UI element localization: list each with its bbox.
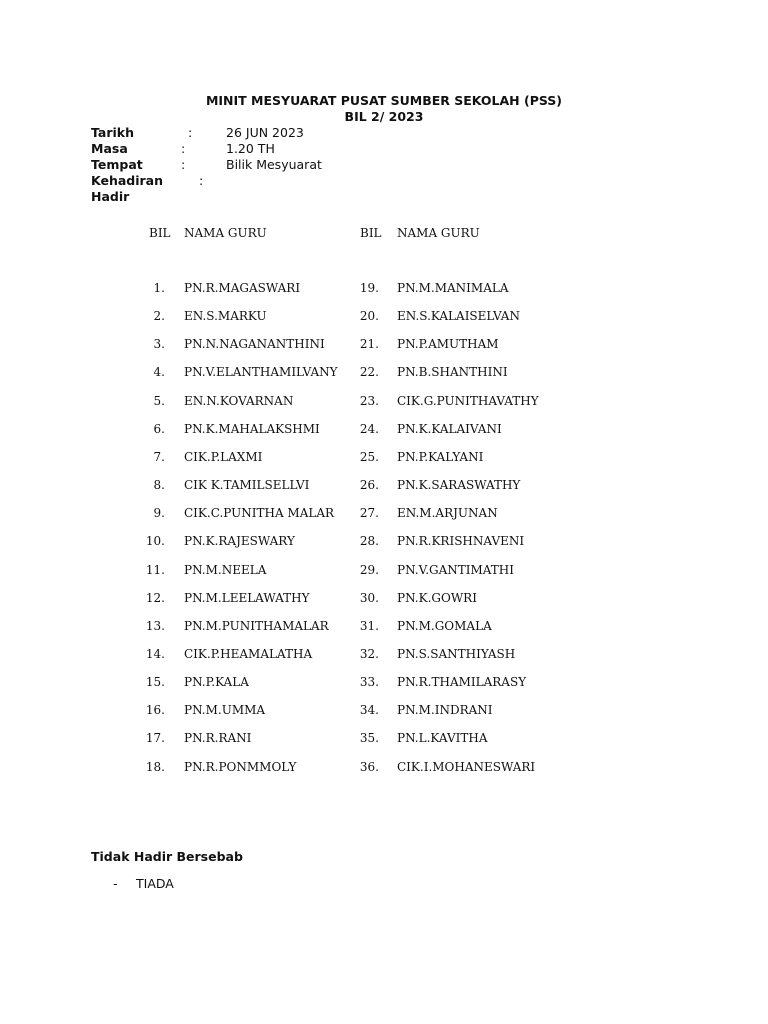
tarikh-value: 26 JUN 2023 <box>226 125 304 140</box>
row-number-right: 22. <box>359 365 379 379</box>
table-row <box>0 589 768 607</box>
teacher-name-left: PN.K.RAJESWARY <box>184 534 295 548</box>
teacher-name-left: PN.R.PONMMOLY <box>184 760 297 774</box>
teacher-name-right: PN.R.KRISHNAVENI <box>397 534 525 548</box>
row-number-left: 6. <box>153 422 165 436</box>
row-number-right: 28. <box>359 534 379 548</box>
row-number-right: 31. <box>359 619 379 633</box>
teacher-name-right: CIK.I.MOHANESWARI <box>397 760 536 774</box>
teacher-name-left: PN.P.KALA <box>184 675 249 689</box>
row-number-right: 34. <box>359 703 379 717</box>
table-row <box>0 307 768 325</box>
row-number-right: 36. <box>359 760 379 774</box>
table-row <box>0 363 768 381</box>
row-number-left: 18. <box>145 760 165 774</box>
masa-value: 1.20 TH <box>226 141 275 156</box>
row-number-right: 29. <box>359 563 379 577</box>
teacher-name-left: PN.R.RANI <box>184 731 252 745</box>
table-row <box>0 476 768 494</box>
teacher-name-left: PN.N.NAGANANTHINI <box>184 337 325 351</box>
row-number-left: 13. <box>145 619 165 633</box>
row-number-right: 30. <box>359 591 379 605</box>
teacher-name-right: PN.P.AMUTHAM <box>397 337 499 351</box>
row-number-left: 7. <box>153 450 165 464</box>
teacher-name-left: CIK K.TAMILSELLVI <box>184 478 310 492</box>
teacher-name-left: PN.M.LEELAWATHY <box>184 591 310 605</box>
teacher-name-left: CIK.P.LAXMI <box>184 450 263 464</box>
table-row <box>0 279 768 297</box>
teacher-name-right: PN.M.GOMALA <box>397 619 492 633</box>
teacher-name-right: CIK.G.PUNITHAVATHY <box>397 394 539 408</box>
row-number-left: 17. <box>145 731 165 745</box>
teacher-name-left: PN.M.PUNITHAMALAR <box>184 619 329 633</box>
teacher-name-right: PN.V.GANTIMATHI <box>397 563 515 577</box>
row-number-right: 35. <box>359 731 379 745</box>
row-number-right: 32. <box>359 647 379 661</box>
teacher-name-right: PN.M.MANIMALA <box>397 281 509 295</box>
document-subtitle: BIL 2/ 2023 <box>344 109 424 124</box>
row-number-left: 4. <box>153 365 165 379</box>
teacher-name-left: EN.N.KOVARNAN <box>184 394 294 408</box>
table-row <box>0 758 768 776</box>
teacher-name-left: PN.M.NEELA <box>184 563 267 577</box>
table-row <box>0 392 768 410</box>
tempat-colon: : <box>181 157 186 172</box>
bil-header-left: BIL <box>149 226 171 240</box>
table-row <box>0 561 768 579</box>
teacher-name-left: PN.V.ELANTHAMILVANY <box>184 365 338 379</box>
teacher-name-right: PN.K.KALAIVANI <box>397 422 502 436</box>
row-number-right: 33. <box>359 675 379 689</box>
table-row <box>0 504 768 522</box>
row-number-left: 14. <box>145 647 165 661</box>
row-number-left: 11. <box>145 563 165 577</box>
table-row <box>0 617 768 635</box>
teacher-name-right: PN.K.SARASWATHY <box>397 478 521 492</box>
row-number-left: 9. <box>153 506 165 520</box>
teacher-name-left: PN.R.MAGASWARI <box>184 281 301 295</box>
masa-colon: : <box>181 141 186 156</box>
absent-bullet: - <box>113 876 118 891</box>
row-number-right: 21. <box>359 337 379 351</box>
table-row <box>0 420 768 438</box>
row-number-left: 12. <box>145 591 165 605</box>
row-number-right: 20. <box>359 309 379 323</box>
teacher-name-right: PN.P.KALYANI <box>397 450 484 464</box>
row-number-right: 26. <box>359 478 379 492</box>
row-number-right: 27. <box>359 506 379 520</box>
tarikh-label: Tarikh <box>91 125 135 140</box>
kehadiran-label: Kehadiran <box>91 173 164 188</box>
teacher-name-right: EN.M.ARJUNAN <box>397 506 498 520</box>
teacher-name-left: CIK.P.HEAMALATHA <box>184 647 313 661</box>
teacher-name-right: PN.R.THAMILARASY <box>397 675 527 689</box>
row-number-right: 24. <box>359 422 379 436</box>
row-number-right: 23. <box>359 394 379 408</box>
teacher-name-right: PN.M.INDRANI <box>397 703 493 717</box>
teacher-name-left: EN.S.MARKU <box>184 309 267 323</box>
table-row <box>0 673 768 691</box>
row-number-left: 5. <box>153 394 165 408</box>
hadir-label: Hadir <box>91 189 130 204</box>
table-row <box>0 729 768 747</box>
row-number-left: 2. <box>153 309 165 323</box>
tempat-label: Tempat <box>91 157 143 172</box>
table-row <box>0 532 768 550</box>
teacher-name-right: PN.B.SHANTHINI <box>397 365 508 379</box>
tarikh-colon: : <box>188 125 193 140</box>
masa-label: Masa <box>91 141 128 156</box>
row-number-right: 25. <box>359 450 379 464</box>
row-number-left: 10. <box>145 534 165 548</box>
table-row <box>0 701 768 719</box>
teacher-name-right: PN.L.KAVITHA <box>397 731 488 745</box>
teacher-name-right: PN.K.GOWRI <box>397 591 477 605</box>
teacher-name-left: CIK.C.PUNITHA MALAR <box>184 506 335 520</box>
teacher-name-left: PN.M.UMMA <box>184 703 266 717</box>
kehadiran-colon: : <box>199 173 204 188</box>
teacher-name-right: EN.S.KALAISELVAN <box>397 309 520 323</box>
document-title: MINIT MESYUARAT PUSAT SUMBER SEKOLAH (PSS) <box>205 93 563 108</box>
table-row <box>0 335 768 353</box>
row-number-left: 8. <box>153 478 165 492</box>
row-number-left: 3. <box>153 337 165 351</box>
row-number-left: 16. <box>145 703 165 717</box>
row-number-left: 15. <box>145 675 165 689</box>
row-number-left: 1. <box>153 281 165 295</box>
teacher-name-left: PN.K.MAHALAKSHMI <box>184 422 320 436</box>
absent-heading: Tidak Hadir Bersebab <box>91 849 243 864</box>
bil-header-right: BIL <box>360 226 382 240</box>
absent-item: TIADA <box>136 876 174 891</box>
teacher-name-right: PN.S.SANTHIYASH <box>397 647 516 661</box>
row-number-right: 19. <box>359 281 379 295</box>
tempat-value: Bilik Mesyuarat <box>226 157 322 172</box>
nama-guru-header-right: NAMA GURU <box>397 226 480 240</box>
table-row <box>0 448 768 466</box>
nama-guru-header-left: NAMA GURU <box>184 226 267 240</box>
table-row <box>0 645 768 663</box>
